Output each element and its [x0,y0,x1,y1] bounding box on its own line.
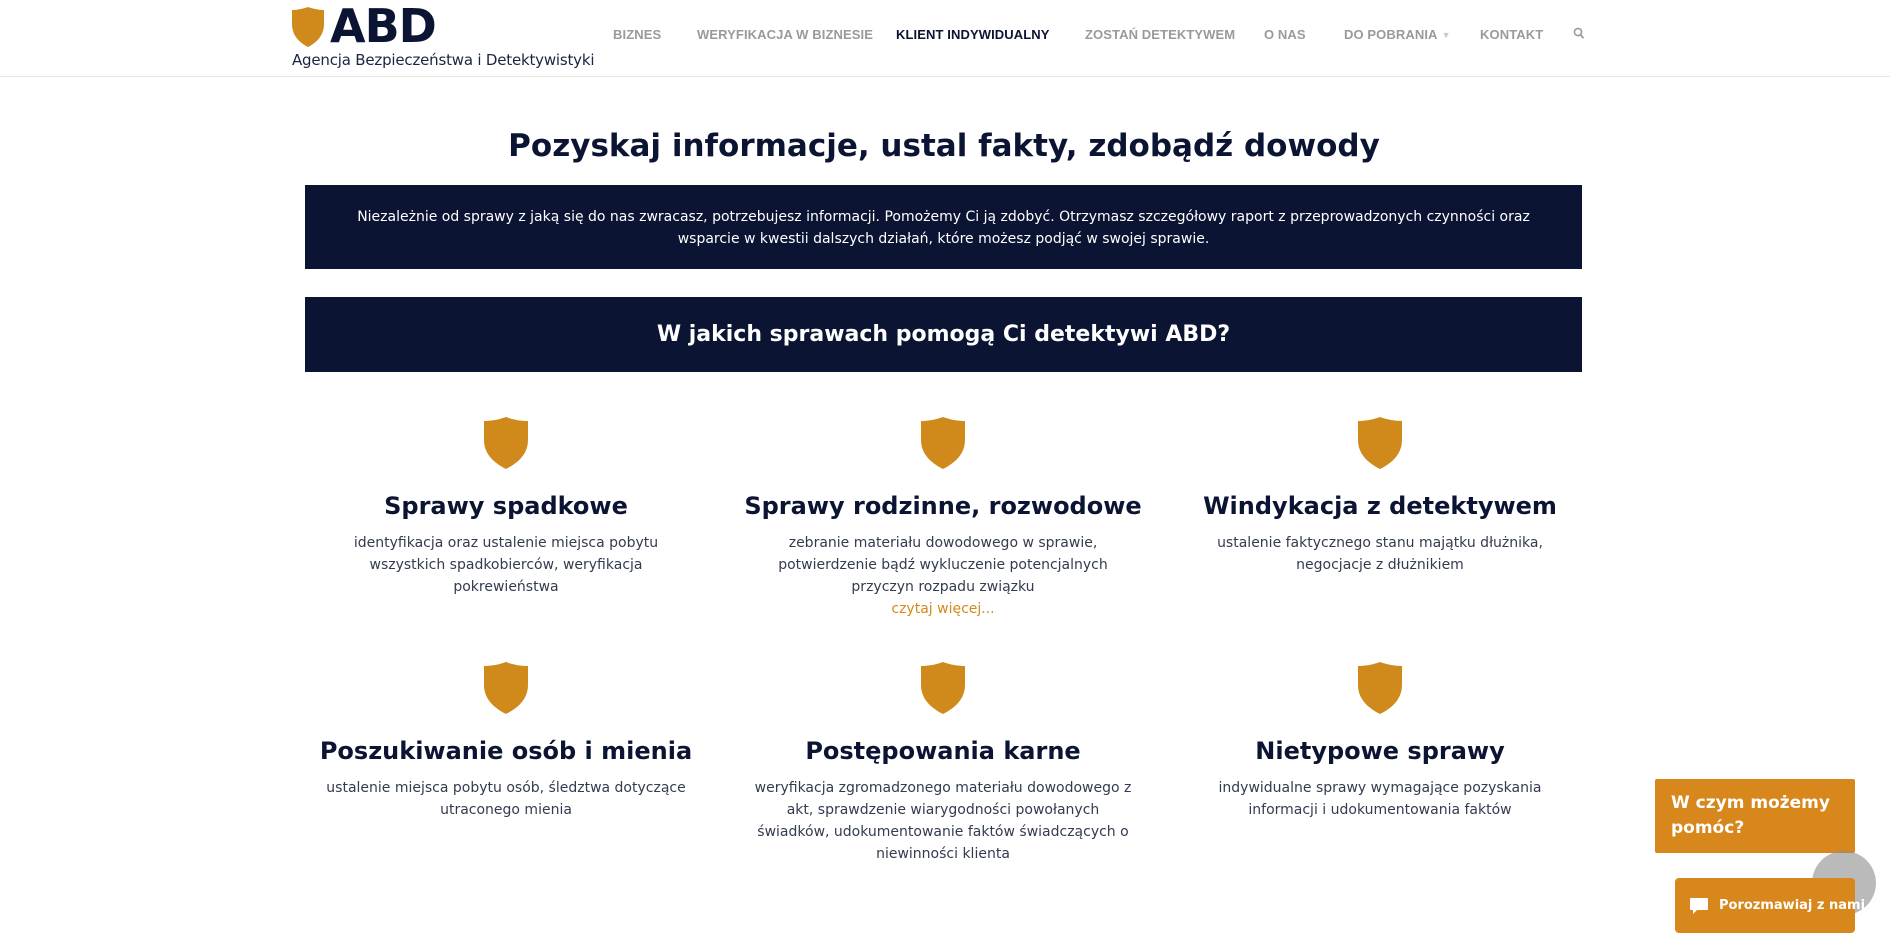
chat-prompt-bubble[interactable]: W czym możemy pomóc? [1655,779,1855,853]
nav-item-klient-indywidualny[interactable]: KLIENT INDYWIDUALNY [896,27,1050,42]
chat-open-button[interactable] [1675,878,1866,933]
nav-item-o-nas[interactable]: O NAS [1264,27,1306,42]
nav-item-kontakt[interactable]: KONTAKT [1480,27,1544,42]
service-card-desc: weryfikacja zgromadzonego materiału dowodowego z akt, sprawdzenie wiarygodności powołanych świadków, udokumentowanie faktów świadczących o niewinności klienta [754,780,1132,862]
logo-name: ABD [330,0,436,53]
service-card-desc: ustalenie faktycznego stanu majątku dłużnika, negocjacje z dłużnikiem [1217,535,1543,573]
nav-item-do-pobrania-label: DO POBRANIA [1344,27,1438,42]
service-card [733,661,1153,865]
service-card [296,416,716,598]
page-title: Pozyskaj informacje, ustal fakty, zdobądź dowody [508,128,1380,164]
chat-bubble-icon [1689,896,1709,916]
nav-item-weryfikacja[interactable]: WERYFIKACJA W BIZNESIE [697,27,874,42]
service-card-desc: indywidualne sprawy wymagające pozyskania informacji i udokumentowania faktów [1218,780,1542,818]
site-header [0,0,1890,77]
service-card-title: Poszukiwanie osób i mienia [319,737,693,765]
nav-item-zostan-detektywem[interactable]: ZOSTAŃ DETEKTYWEM [1085,27,1236,42]
chat-open-label: Porozmawiaj z nami [1719,898,1866,913]
intro-banner [305,185,1582,269]
intro-text: Niezależnie od sprawy z jaką się do nas zwracasz, potrzebujesz informacji. Pomożemy Ci ją zdobyć. Otrzymasz szczegółowy raport z przeprowadzonych czynności oraz wsparcie w kwestii dalszych działań, które możesz podjąć w swojej sprawie. [357,209,1530,247]
shield-icon [1356,416,1404,470]
service-card-title: Windykacja z detektywem [1203,492,1557,520]
chevron-down-icon: ▼ [1441,30,1451,40]
service-card [1170,661,1590,821]
shield-icon [919,416,967,470]
service-card-title: Nietypowe sprawy [1255,737,1505,765]
shield-icon [919,661,967,715]
nav-item-biznes[interactable]: BIZNES [613,27,662,42]
service-card-desc: zebranie materiału dowodowego w sprawie, potwierdzenie bądź wykluczenie potencjalnych przyczyn rozpadu związku [778,535,1108,595]
main-nav [0,27,1890,47]
nav-item-do-pobrania[interactable] [1344,27,1451,42]
service-card [733,416,1153,620]
service-card-title: Sprawy spadkowe [384,492,628,520]
shield-icon [482,661,530,715]
shield-icon [1356,661,1404,715]
service-card-title: Sprawy rodzinne, rozwodowe [744,492,1142,520]
section-heading: W jakich sprawach pomogą Ci detektywi ABD? [656,322,1231,347]
shield-icon [482,416,530,470]
service-card-title: Postępowania karne [805,737,1081,765]
service-card [1170,416,1590,576]
service-card-desc: ustalenie miejsca pobytu osób, śledztwa dotyczące utraconego mienia [326,780,686,818]
section-heading-banner [305,297,1582,372]
logo-subtitle: Agencja Bezpieczeństwa i Detektywistyki [292,51,595,69]
service-card [296,661,716,821]
read-more-link[interactable]: czytaj więcej... [891,601,995,617]
service-card-desc: identyfikacja oraz ustalenie miejsca pobytu wszystkich spadkobierców, weryfikacja pokrewieństwa [353,535,659,595]
search-icon[interactable] [1573,27,1585,41]
